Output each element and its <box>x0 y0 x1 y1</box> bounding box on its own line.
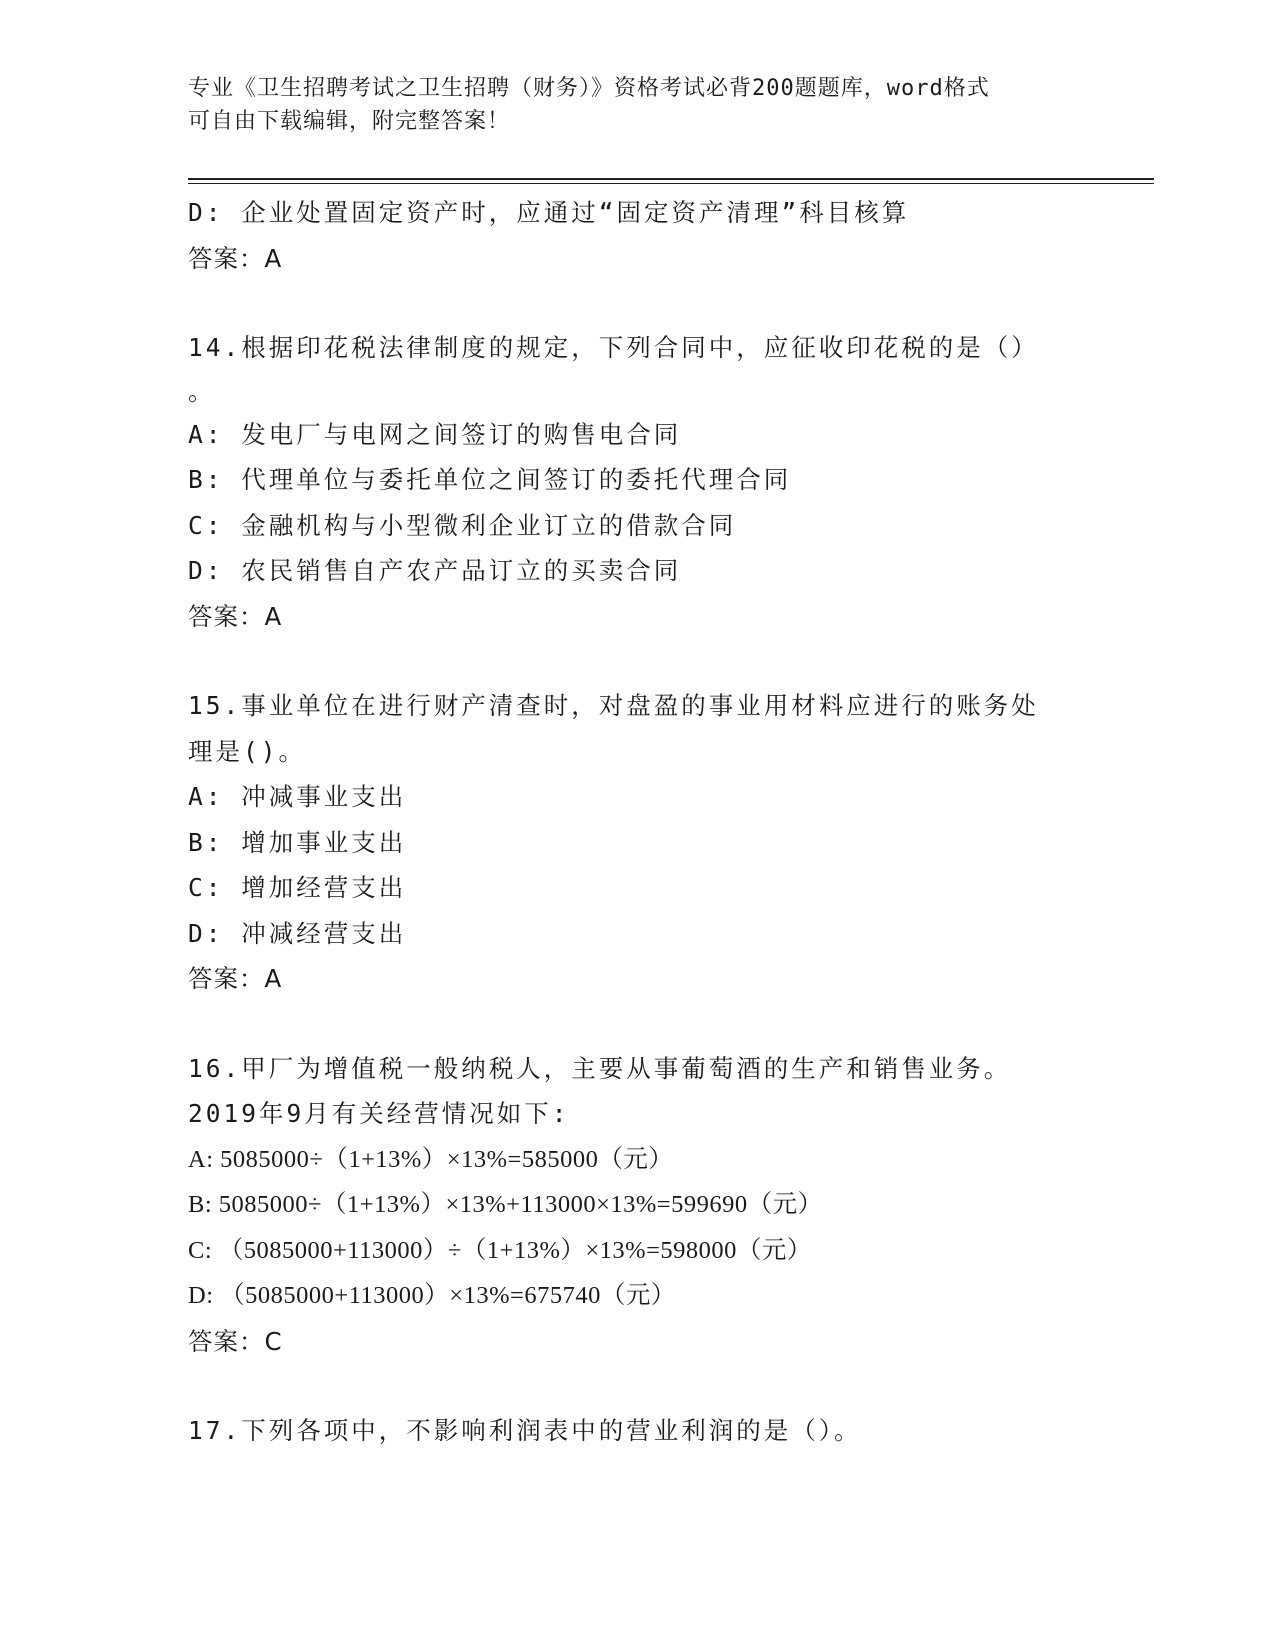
question-stem-continued: 。 <box>188 376 216 406</box>
answer-text: 答案：A <box>188 601 283 631</box>
page-header <box>188 72 1088 138</box>
option-a: A: 冲减事业支出 <box>188 782 407 811</box>
question-14 <box>188 325 1088 639</box>
spacer <box>188 1364 1088 1408</box>
header-divider <box>188 178 1154 184</box>
spacer <box>188 1002 1088 1046</box>
option-d: D: 农民销售自产农产品订立的买卖合同 <box>188 556 682 585</box>
question-stem-continued: 理是()。 <box>188 736 307 766</box>
question-stem: 14.根据印花税法律制度的规定，下列合同中，应征收印花税的是（） <box>188 333 1039 362</box>
answer-text: 答案：A <box>188 964 283 993</box>
question-stem: 17.下列各项中，不影响利润表中的营业利润的是（）。 <box>188 1416 862 1445</box>
question-16 <box>188 1046 1088 1365</box>
question-stem-continued: 2019年9月有关经营情况如下: <box>188 1099 570 1128</box>
option-c: C: 增加经营支出 <box>188 873 407 902</box>
spacer <box>188 281 1088 325</box>
option-a: A: 发电厂与电网之间签订的购售电合同 <box>188 419 682 449</box>
option-c: C: （5085000+113000）÷（1+13%）×13%=598000（元） <box>188 1236 812 1264</box>
header-title-line-1: 专业《卫生招聘考试之卫生招聘（财务）》资格考试必背200题题库，word格式 <box>188 76 990 101</box>
answer-text: 答案：C <box>188 1326 283 1356</box>
answer-text: 答案：A <box>188 243 283 273</box>
option-d: D: （5085000+113000）×13%=675740（元） <box>188 1282 676 1309</box>
option-a: A: 5085000÷（1+13%）×13%=585000（元） <box>188 1145 674 1173</box>
question-15 <box>188 683 1088 1002</box>
option-d: D: 企业处置固定资产时，应通过“固定资产清理”科目核算 <box>188 198 910 227</box>
option-b: B: 代理单位与委托单位之间签订的委托代理合同 <box>188 465 792 494</box>
question-content <box>188 190 1088 1454</box>
option-d: D: 冲减经营支出 <box>188 918 407 948</box>
header-title-line-2: 可自由下载编辑，附完整答案！ <box>188 109 511 134</box>
question-stem: 16.甲厂为增值税一般纳税人，主要从事葡萄酒的生产和销售业务。 <box>188 1053 1012 1083</box>
question-stem: 15.事业单位在进行财产清查时，对盘盈的事业用材料应进行的账务处 <box>188 691 1039 720</box>
option-c: C: 金融机构与小型微利企业订立的借款合同 <box>188 510 737 540</box>
spacer <box>188 639 1088 683</box>
option-b: B: 5085000÷（1+13%）×13%+113000×13%=599690（元） <box>188 1191 823 1218</box>
question-17 <box>188 1408 1088 1454</box>
option-b: B: 增加事业支出 <box>188 827 407 857</box>
